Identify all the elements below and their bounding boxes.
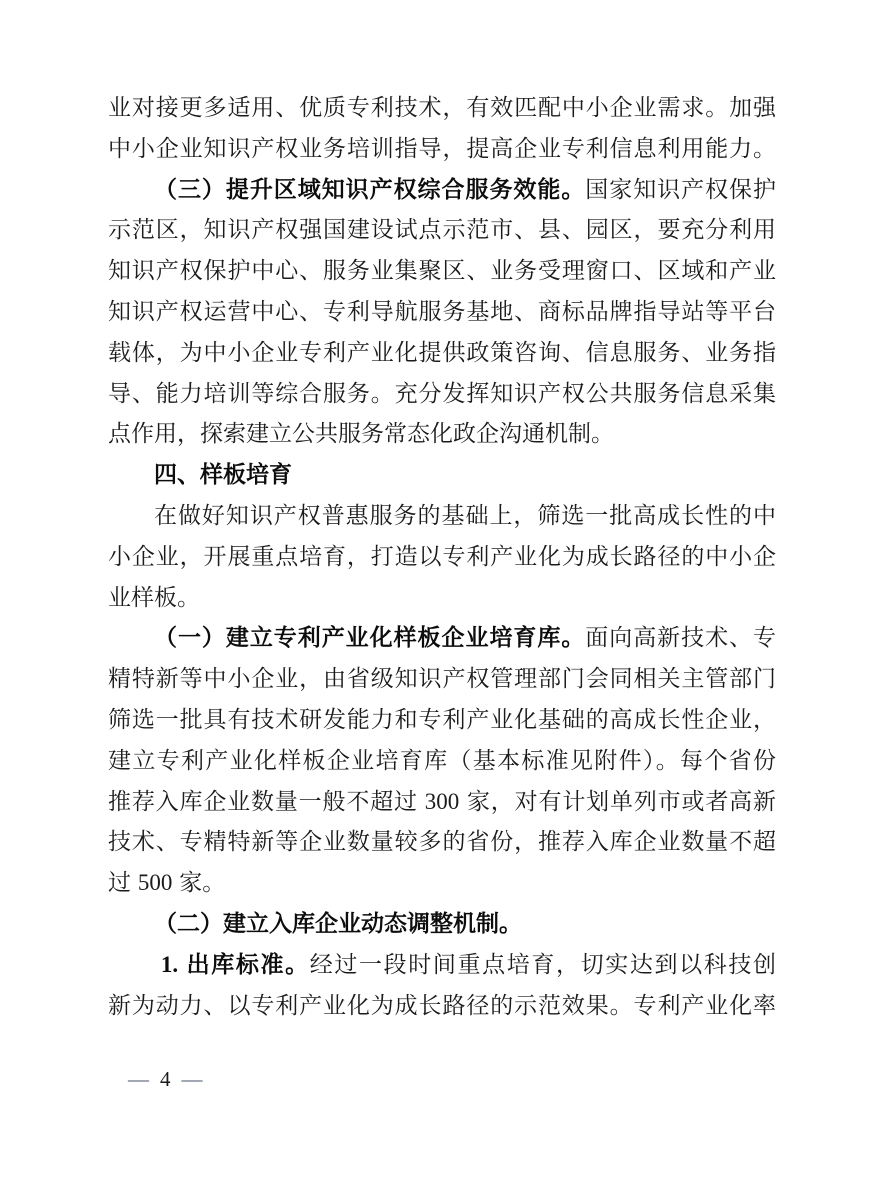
text-segment: 出库标准。 xyxy=(185,951,310,977)
text-line xyxy=(108,945,776,986)
text-line xyxy=(108,88,776,129)
text-segment: 技术、专精特新等企业数量较多的省份，推荐入库企业数量不超 xyxy=(108,829,776,855)
text-segment: 载体，为中小企业专利产业化提供政策咨询、信息服务、业务指 xyxy=(108,339,776,365)
text-line xyxy=(108,251,776,292)
text-line xyxy=(108,537,776,578)
text-line xyxy=(108,455,776,496)
text-segment: 四、样板培育 xyxy=(154,462,292,488)
text-line xyxy=(108,822,776,863)
text-segment: 知识产权保护中心、服务业集聚区、业务受理窗口、区域和产业 xyxy=(108,258,776,284)
text-segment: 经过一段时间重点培育，切实达到以科技创 xyxy=(309,951,776,977)
text-line xyxy=(108,333,776,374)
footer-dash-left: — xyxy=(128,1067,149,1091)
text-segment: 业对接更多适用、优质专利技术，有效匹配中小企业需求。加强 xyxy=(108,95,776,120)
text-segment: 家，对有计划单列市或者高新 xyxy=(466,788,776,814)
text-segment: （三）提升区域知识产权综合服务效能。 xyxy=(154,176,586,202)
text-segment: （二）建立入库企业动态调整机制。 xyxy=(154,910,522,936)
text-segment: 过 xyxy=(108,870,131,896)
text-line xyxy=(108,782,776,823)
text-segment: 小企业，开展重点培育，打造以专利产业化为成长路径的中小企 xyxy=(108,543,776,569)
text-segment: 示范区，知识产权强国建设试点示范市、县、园区，要充分利用 xyxy=(108,217,776,243)
text-segment: 推荐入库企业数量一般不超过 xyxy=(108,788,418,814)
text-line xyxy=(108,863,776,904)
text-line xyxy=(108,578,776,619)
text-line xyxy=(108,414,776,455)
text-segment: 点作用，探索建立公共服务常态化政企沟通机制。 xyxy=(108,421,614,447)
footer-dash-right: — xyxy=(181,1067,203,1091)
text-line xyxy=(108,170,776,211)
text-segment: （一）建立专利产业化样板企业培育库。 xyxy=(154,625,586,651)
text-line xyxy=(108,659,776,700)
text-line xyxy=(108,374,776,415)
text-line xyxy=(108,496,776,537)
text-segment: 建立专利产业化样板企业培育库（基本标准见附件）。每个省份 xyxy=(108,747,776,773)
text-segment: 业样板。 xyxy=(108,584,200,610)
text-segment: 家。 xyxy=(179,870,226,896)
text-segment: 面向高新技术、专 xyxy=(585,625,776,651)
text-segment: 在做好知识产权普惠服务的基础上，筛选一批高成长性的中 xyxy=(154,502,776,528)
text-line xyxy=(108,700,776,741)
text-segment: 筛选一批具有技术研发能力和专利产业化基础的高成长性企业， xyxy=(108,706,776,732)
text-segment: 知识产权运营中心、专利导航服务基地、商标品牌指导站等平台 xyxy=(108,298,776,324)
text-line xyxy=(108,129,776,170)
text-segment: 新为动力、以专利产业化为成长路径的示范效果。专利产业化率 xyxy=(108,992,776,1018)
text-segment: 中小企业知识产权业务培训指导，提高企业专利信息利用能力。 xyxy=(108,135,776,161)
document-body xyxy=(108,88,776,1026)
text-segment: 500 xyxy=(137,870,173,896)
text-segment: 导、能力培训等综合服务。充分发挥知识产权公共服务信息采集 xyxy=(108,380,776,406)
text-line xyxy=(108,618,776,659)
text-line xyxy=(108,904,776,945)
text-segment: 300 xyxy=(424,788,460,814)
text-line xyxy=(108,210,776,251)
text-segment: 国家知识产权保护 xyxy=(585,176,776,202)
text-line xyxy=(108,986,776,1027)
page-footer xyxy=(128,1066,203,1092)
text-segment: 精特新等中小企业，由省级知识产权管理部门会同相关主管部门 xyxy=(108,666,776,692)
page-number: 4 xyxy=(160,1067,171,1091)
text-line xyxy=(108,292,776,333)
text-segment: 1. xyxy=(160,951,179,977)
text-line xyxy=(108,741,776,782)
